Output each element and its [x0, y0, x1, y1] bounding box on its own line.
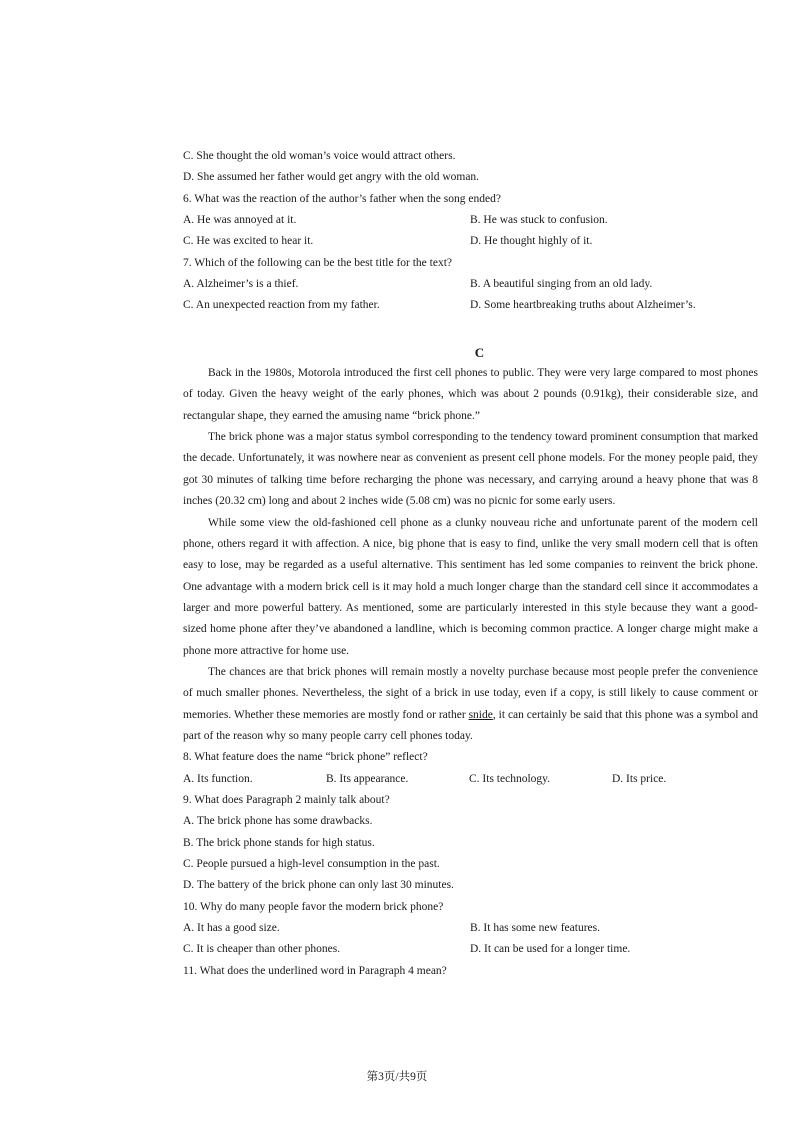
q10-option-a: A. It has a good size. [183, 922, 280, 935]
q7-option-a: A. Alzheimer’s is a thief. [183, 278, 299, 291]
q9-option-c: C. People pursued a high-level consumption in the past. [183, 858, 440, 870]
passage-paragraph-2: The brick phone was a major status symbol corresponding to the tendency toward prominent consumption that marked the decade. Unfortunately, it was nowhere near as convenient as present cell phone models. For the money people paid, they got 30 minutes of talking time before recharging the phone was necessary, and carrying around a heavy phone that was 8 inches (20.32 cm) long and about 2 inches wide (5.08 cm) was no picnic for some early users. [183, 431, 758, 508]
q8-option-d: D. Its price. [612, 772, 667, 785]
q9-stem: 9. What does Paragraph 2 mainly talk about? [183, 793, 390, 806]
q7-option-b: B. A beautiful singing from an old lady. [470, 278, 653, 291]
q7-option-c: C. An unexpected reaction from my father. [183, 299, 380, 312]
q10-option-c: C. It is cheaper than other phones. [183, 943, 341, 956]
q7-options-row-2 [183, 295, 758, 316]
q7-option-d: D. Some heartbreaking truths about Alzheimer’s. [470, 299, 696, 312]
paragraph-4-text-after: , it can certainly be said that this phone was a symbol and part of the reason why so many people carry cell phones today. [183, 708, 758, 742]
section-gap [183, 317, 758, 342]
q6-option-d: D. He thought highly of it. [470, 235, 593, 248]
q8-option-a: A. Its function. [183, 772, 253, 785]
q10-options-row-1 [183, 918, 758, 939]
q10-options-row-2 [183, 939, 758, 960]
section-title: C [474, 344, 485, 360]
q7-stem: 7. Which of the following can be the best title for the text? [183, 256, 452, 269]
q8-option-c: C. Its technology. [469, 772, 551, 785]
q7-options-row-1 [183, 274, 758, 295]
q6-option-b: B. He was stuck to confusion. [470, 214, 608, 227]
q8-stem: 8. What feature does the name “brick phone” reflect? [183, 751, 428, 764]
passage-paragraph-3: While some view the old-fashioned cell phone as a clunky nouveau riche and unfortunate parent of the modern cell phone, others regard it with affection. A nice, big phone that is easy to find, unlike the very small modern cell that is often easy to lose, may be regarded as a useful alternative. This sentiment has led some companies to reinvent the brick phone. One advantage with a modern brick cell is it may hold a much longer charge than the standard cell since it accommodates a larger and more powerful battery. As mentioned, some are particularly interested in this style because they want a good-sized home phone after they’ve abandoned a landline, which is becoming common practice. A longer charge might make a phone more attractive for home use. [183, 516, 758, 657]
passage-paragraph-1: Back in the 1980s, Motorola introduced the first cell phones to public. They were very large compared to most phones of today. Given the heavy weight of the early phones, which was about 2 pounds (0.91kg), their considerable size, and rectangular shape, they earned the amusing name “brick phone.” [183, 367, 758, 422]
page-number: 第3页/共9页 [366, 1071, 428, 1083]
q11-stem: 11. What does the underlined word in Paragraph 4 mean? [183, 964, 447, 977]
underlined-word: snide [468, 708, 493, 721]
q9-option-b: B. The brick phone stands for high status. [183, 836, 375, 849]
q9-option-d: D. The battery of the brick phone can only last 30 minutes. [183, 879, 454, 892]
q6-option-a: A. He was annoyed at it. [183, 214, 297, 227]
q10-option-b: B. It has some new features. [470, 922, 600, 935]
q6-stem: 6. What was the reaction of the author’s father when the song ended? [183, 192, 501, 205]
q6-options-row-1 [183, 210, 758, 231]
passage-paragraph-4 [183, 662, 758, 747]
q10-option-d: D. It can be used for a longer time. [470, 943, 631, 956]
q6-option-c: C. He was excited to hear it. [183, 235, 314, 248]
page-content [183, 146, 758, 982]
paragraph-4-text-before: The chances are that brick phones will remain mostly a novelty purchase because most people prefer the convenience of much smaller phones. Nevertheless, the sight of a brick in use today, even if a copy, is still likely to cause comment or memories. Whether these memories are mostly fond or rather [183, 665, 758, 721]
q6-options-row-2 [183, 231, 758, 252]
q8-options-row [183, 769, 758, 790]
q5-option-c: C. She thought the old woman’s voice would attract others. [183, 150, 456, 162]
q9-option-a: A. The brick phone has some drawbacks. [183, 815, 373, 828]
q8-option-b: B. Its appearance. [326, 772, 409, 785]
q5-option-d: D. She assumed her father would get angry with the old woman. [183, 171, 480, 184]
q10-stem: 10. Why do many people favor the modern brick phone? [183, 900, 444, 913]
